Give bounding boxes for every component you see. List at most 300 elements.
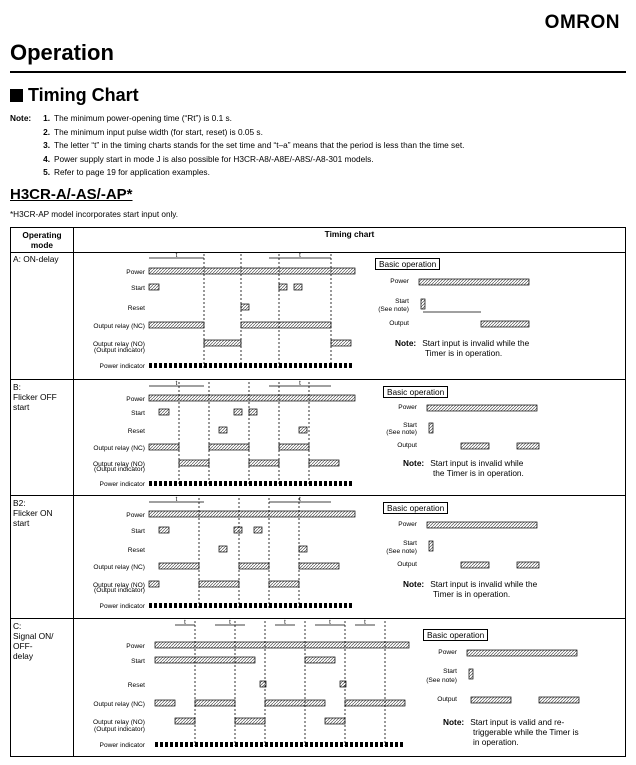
power-indicator-blink	[309, 363, 312, 368]
power-indicator-blink	[199, 481, 202, 486]
mode-label-line: start	[13, 518, 30, 528]
power-indicator-blink	[349, 603, 352, 608]
power-indicator-blink	[234, 603, 237, 608]
power-indicator-blink	[229, 363, 232, 368]
note-line: Start input is invalid while	[430, 458, 524, 468]
start-pulse	[279, 284, 287, 290]
table-row	[11, 380, 625, 496]
power-indicator-blink	[214, 603, 217, 608]
power-indicator-blink	[254, 603, 257, 608]
power-indicator-blink	[215, 742, 218, 747]
power-indicator-blink	[225, 742, 228, 747]
power-indicator-blink	[239, 603, 242, 608]
basic-output-signal	[539, 697, 579, 703]
note-item	[10, 126, 464, 140]
power-indicator-blink	[375, 742, 378, 747]
output-nc-segment	[265, 700, 325, 706]
power-indicator-blink	[309, 481, 312, 486]
power-indicator-blink	[289, 603, 292, 608]
power-indicator-blink	[305, 742, 308, 747]
power-indicator-blink	[284, 363, 287, 368]
operating-mode-cell	[11, 252, 74, 379]
power-indicator-blink	[325, 742, 328, 747]
power-indicator-blink	[209, 603, 212, 608]
power-indicator-blink	[169, 603, 172, 608]
signal-label: Start	[131, 658, 145, 665]
power-indicator-blink	[324, 603, 327, 608]
power-indicator-blink	[164, 481, 167, 486]
power-indicator-blink	[269, 481, 272, 486]
output-no-segment	[199, 581, 239, 587]
start-pulse	[159, 409, 169, 415]
notes-label: Note:	[10, 113, 32, 123]
output-no-segment	[269, 581, 299, 587]
table-row	[11, 252, 625, 380]
power-indicator-blink	[280, 742, 283, 747]
power-indicator-blink	[194, 603, 197, 608]
timing-chart-cell	[75, 252, 625, 379]
note-text: Refer to page 19 for application examples.	[54, 167, 210, 177]
signal-label: Reset	[127, 547, 145, 554]
note-line: Start input is invalid while the	[422, 338, 530, 348]
power-indicator-blink	[155, 742, 158, 747]
power-indicator-blink	[294, 603, 297, 608]
power-indicator-blink	[184, 481, 187, 486]
table-row	[11, 619, 625, 756]
signal-label: (Output indicator)	[94, 347, 145, 354]
power-indicator-blink	[334, 603, 337, 608]
power-indicator-blink	[254, 481, 257, 486]
basic-signal-label: (See note)	[426, 677, 457, 684]
start-pulse	[294, 284, 302, 290]
note-item	[10, 139, 464, 153]
power-indicator-blink	[195, 742, 198, 747]
note-number: 2.	[43, 126, 50, 137]
basic-operation-title: Basic operation	[423, 629, 488, 641]
basic-operation-title: Basic operation	[375, 258, 440, 270]
basic-start-pulse	[421, 299, 425, 309]
basic-signal-label: (See note)	[378, 306, 409, 313]
timing-chart-cell	[75, 496, 625, 618]
timing-table	[10, 227, 626, 757]
operating-mode-cell	[11, 496, 74, 618]
power-indicator-blink	[284, 481, 287, 486]
power-indicator-blink	[219, 603, 222, 608]
power-indicator-blink	[274, 363, 277, 368]
power-indicator-blink	[250, 742, 253, 747]
mode-label-line: C:	[13, 621, 22, 631]
mode-label-line: Flicker ON	[13, 508, 53, 518]
power-indicator-blink	[255, 742, 258, 747]
power-indicator-blink	[275, 742, 278, 747]
note-text: Power supply start in mode J is also possible for H3CR-A8/-A8E/-A8S/-A8-301 models.	[54, 153, 374, 164]
t-label: t	[284, 620, 286, 626]
power-indicator-blink	[185, 742, 188, 747]
note-number: 4.	[43, 153, 50, 164]
note-line: Timer is in operation.	[425, 348, 503, 358]
note-line: in operation.	[473, 737, 519, 747]
signal-label: (Output indicator)	[94, 726, 145, 733]
reset-pulse	[241, 304, 249, 310]
reset-pulse	[299, 427, 307, 433]
power-indicator-blink	[284, 603, 287, 608]
power-indicator-blink	[299, 481, 302, 486]
power-indicator-blink	[400, 742, 403, 747]
mode-label-line: Flicker OFF	[13, 392, 57, 402]
signal-label: Power indicator	[99, 603, 145, 610]
power-indicator-blink	[179, 363, 182, 368]
power-indicator-blink	[334, 481, 337, 486]
basic-signal-label: (See note)	[386, 548, 417, 555]
power-indicator-blink	[380, 742, 383, 747]
reset-pulse	[299, 546, 307, 552]
basic-output-signal	[461, 562, 489, 568]
output-no-segment	[179, 460, 209, 466]
power-indicator-blink	[350, 742, 353, 747]
signal-label: Start	[131, 528, 145, 535]
power-indicator-blink	[265, 742, 268, 747]
note-line: Start input is invalid while the	[430, 579, 538, 589]
start-pulse	[305, 657, 335, 663]
power-indicator-blink	[335, 742, 338, 747]
signal-label: Power indicator	[99, 481, 145, 488]
power-indicator-blink	[349, 363, 352, 368]
basic-signal-label: Output	[437, 696, 457, 703]
t-label: t	[175, 253, 178, 259]
note-number: 5.	[43, 167, 50, 177]
power-indicator-blink	[204, 363, 207, 368]
power-indicator-blink	[184, 363, 187, 368]
power-indicator-blink	[330, 742, 333, 747]
basic-operation-title: Basic operation	[383, 502, 448, 514]
power-indicator-blink	[345, 742, 348, 747]
basic-signal-label: Start	[403, 422, 417, 429]
power-indicator-blink	[205, 742, 208, 747]
power-indicator-blink	[149, 481, 152, 486]
operating-mode-cell	[11, 380, 74, 495]
mode-label-line: B:	[13, 382, 21, 392]
basic-operation-diagram	[413, 252, 563, 380]
output-nc-segment	[149, 322, 204, 328]
power-indicator-blink	[154, 603, 157, 608]
power-indicator-blink	[230, 742, 233, 747]
signal-label: (Output indicator)	[94, 587, 145, 594]
power-indicator-blink	[264, 363, 267, 368]
power-indicator-blink	[295, 742, 298, 747]
basic-signal-label: (See note)	[386, 429, 417, 436]
timing-note	[403, 458, 603, 478]
power-indicator-blink	[314, 363, 317, 368]
t-label: t	[329, 620, 331, 626]
power-indicator-blink	[229, 481, 232, 486]
power-indicator-blink	[300, 742, 303, 747]
output-no-segment	[149, 581, 159, 587]
signal-label: Reset	[127, 682, 145, 689]
model-footnote: *H3CR-AP model incorporates start input only.	[10, 210, 179, 219]
power-indicator-blink	[289, 481, 292, 486]
basic-signal-label: Power	[398, 404, 417, 411]
power-indicator-blink	[189, 603, 192, 608]
signal-label: Power	[126, 269, 145, 276]
mode-label-line: delay	[13, 651, 34, 661]
output-nc-segment	[239, 563, 269, 569]
basic-signal-label: Power	[438, 649, 457, 656]
power-indicator-blink	[210, 742, 213, 747]
power-indicator-blink	[315, 742, 318, 747]
basic-signal-label: Start	[395, 298, 409, 305]
power-indicator-blink	[209, 481, 212, 486]
t-label: t	[184, 620, 186, 626]
power-indicator-blink	[159, 481, 162, 486]
basic-output-signal	[517, 443, 539, 449]
power-indicator-blink	[304, 481, 307, 486]
start-pulse	[159, 527, 169, 533]
note-label: Note:	[443, 717, 465, 727]
power-indicator-blink	[340, 742, 343, 747]
power-indicator-blink	[259, 363, 262, 368]
power-indicator-blink	[240, 742, 243, 747]
power-indicator-blink	[154, 363, 157, 368]
power-indicator-blink	[234, 481, 237, 486]
output-no-segment	[235, 718, 265, 724]
signal-label: Reset	[127, 305, 145, 312]
signal-label: Output relay (NC)	[93, 701, 145, 708]
power-indicator-blink	[224, 363, 227, 368]
power-signal	[149, 511, 355, 517]
power-indicator-blink	[164, 363, 167, 368]
power-indicator-blink	[319, 481, 322, 486]
note-item	[10, 166, 464, 180]
basic-start-pulse	[429, 423, 433, 433]
start-pulse	[254, 527, 262, 533]
power-indicator-blink	[279, 481, 282, 486]
output-no-segment	[331, 340, 351, 346]
power-indicator-blink	[274, 603, 277, 608]
power-indicator-blink	[235, 742, 238, 747]
output-no-segment	[249, 460, 279, 466]
signal-label: Output relay (NO)	[92, 341, 145, 348]
power-indicator-blink	[259, 603, 262, 608]
t-label: t	[299, 253, 301, 259]
power-signal	[149, 268, 355, 274]
power-indicator-blink	[214, 481, 217, 486]
power-indicator-blink	[180, 742, 183, 747]
power-indicator-blink	[174, 603, 177, 608]
power-indicator-blink	[269, 363, 272, 368]
power-indicator-blink	[344, 363, 347, 368]
note-label: Note:	[395, 338, 417, 348]
power-indicator-blink	[234, 363, 237, 368]
power-indicator-blink	[244, 603, 247, 608]
note-line: the Timer is in operation.	[433, 468, 524, 478]
power-indicator-blink	[199, 603, 202, 608]
signal-label: Power	[126, 643, 145, 650]
signal-label: Power	[126, 396, 145, 403]
power-indicator-blink	[264, 603, 267, 608]
power-indicator-blink	[270, 742, 273, 747]
section-heading	[10, 85, 139, 106]
signal-label: Start	[131, 285, 145, 292]
basic-output-signal	[517, 562, 539, 568]
start-pulse	[155, 657, 255, 663]
power-indicator-blink	[224, 603, 227, 608]
output-nc-segment	[159, 563, 199, 569]
square-bullet-icon	[10, 89, 23, 102]
power-indicator-blink	[355, 742, 358, 747]
power-indicator-blink	[339, 363, 342, 368]
header-timing-chart: Timing chart	[324, 229, 375, 239]
output-nc-segment	[279, 444, 309, 450]
power-indicator-blink	[390, 742, 393, 747]
timing-diagram	[147, 252, 437, 380]
note-line: Start input is valid and re-	[470, 717, 565, 727]
power-indicator-blink	[229, 603, 232, 608]
power-indicator-blink	[200, 742, 203, 747]
notes-list	[10, 112, 464, 180]
power-indicator-blink	[334, 363, 337, 368]
power-indicator-blink	[160, 742, 163, 747]
power-indicator-blink	[304, 363, 307, 368]
basic-signal-label: Start	[443, 668, 457, 675]
power-indicator-blink	[339, 481, 342, 486]
table-row	[11, 496, 625, 619]
reset-pulse	[219, 427, 227, 433]
power-indicator-blink	[349, 481, 352, 486]
timing-diagram	[147, 496, 437, 619]
note-line: triggerable while the Timer is	[473, 727, 579, 737]
power-indicator-blink	[204, 603, 207, 608]
basic-signal-label: Output	[397, 561, 417, 568]
note-label: Note:	[403, 579, 425, 589]
basic-output-signal	[461, 443, 489, 449]
t-label: t	[364, 620, 366, 626]
power-indicator-blink	[279, 603, 282, 608]
output-no-segment	[204, 340, 241, 346]
power-indicator-blink	[194, 481, 197, 486]
note-line: Timer is in operation.	[433, 589, 511, 599]
power-indicator-blink	[169, 481, 172, 486]
power-indicator-blink	[149, 363, 152, 368]
signal-label: Output relay (NO)	[92, 582, 145, 589]
signal-label: Power indicator	[99, 363, 145, 370]
power-indicator-blink	[304, 603, 307, 608]
note-number: 1.	[43, 113, 50, 123]
signal-label: Reset	[127, 428, 145, 435]
output-nc-segment	[209, 444, 249, 450]
power-indicator-blink	[254, 363, 257, 368]
power-indicator-blink	[385, 742, 388, 747]
power-indicator-blink	[319, 363, 322, 368]
mode-label-line: Signal ON/	[13, 631, 54, 641]
note-text: The minimum input pulse width (for start, reset) is 0.05 s.	[54, 126, 263, 137]
power-indicator-blink	[279, 363, 282, 368]
power-indicator-blink	[189, 363, 192, 368]
power-indicator-blink	[299, 603, 302, 608]
power-indicator-blink	[324, 363, 327, 368]
power-indicator-blink	[344, 603, 347, 608]
mode-label-line: OFF-	[13, 641, 33, 651]
timing-diagram	[147, 619, 437, 756]
basic-signal-label: Start	[403, 540, 417, 547]
timing-note	[403, 579, 603, 599]
power-indicator-blink	[274, 481, 277, 486]
power-indicator-blink	[314, 481, 317, 486]
output-no-segment	[325, 718, 345, 724]
power-indicator-blink	[395, 742, 398, 747]
signal-label: Output relay (NO)	[92, 461, 145, 468]
timing-note	[443, 717, 636, 747]
note-item	[10, 112, 464, 126]
start-pulse	[234, 409, 242, 415]
t-label: t	[299, 381, 301, 387]
power-indicator-blink	[179, 481, 182, 486]
power-indicator-blink	[154, 481, 157, 486]
signal-label: Output relay (NC)	[93, 445, 145, 452]
mode-label-line: A: ON-delay	[13, 254, 59, 264]
t-label: t	[299, 497, 301, 503]
basic-output-signal	[481, 321, 529, 327]
model-heading: H3CR-A/-AS/-AP*	[10, 186, 133, 203]
note-number: 3.	[43, 140, 50, 150]
signal-label: (Output indicator)	[94, 466, 145, 473]
power-indicator-blink	[174, 481, 177, 486]
mode-label-line: start	[13, 402, 30, 412]
output-nc-segment	[155, 700, 175, 706]
timing-chart-cell	[75, 619, 625, 756]
power-indicator-blink	[314, 603, 317, 608]
brand-logo: OMRON	[544, 12, 620, 33]
basic-power-signal	[427, 405, 537, 411]
power-indicator-blink	[219, 363, 222, 368]
power-indicator-blink	[209, 363, 212, 368]
power-indicator-blink	[260, 742, 263, 747]
output-no-segment	[309, 460, 339, 466]
power-indicator-blink	[264, 481, 267, 486]
signal-label: Start	[131, 410, 145, 417]
power-indicator-blink	[190, 742, 193, 747]
basic-power-signal	[419, 279, 529, 285]
power-indicator-blink	[224, 481, 227, 486]
power-indicator-blink	[214, 363, 217, 368]
power-indicator-blink	[170, 742, 173, 747]
power-indicator-blink	[324, 481, 327, 486]
basic-signal-label: Power	[398, 521, 417, 528]
power-indicator-blink	[220, 742, 223, 747]
power-indicator-blink	[175, 742, 178, 747]
power-indicator-blink	[259, 481, 262, 486]
power-indicator-blink	[309, 603, 312, 608]
power-indicator-blink	[244, 363, 247, 368]
power-signal	[155, 642, 409, 648]
power-indicator-blink	[169, 363, 172, 368]
power-indicator-blink	[249, 603, 252, 608]
power-indicator-blink	[319, 603, 322, 608]
basic-operation-diagram	[421, 496, 571, 619]
mode-label-line: B2:	[13, 498, 26, 508]
basic-signal-label: Power	[390, 278, 409, 285]
t-label: t	[175, 497, 178, 503]
power-indicator-blink	[239, 363, 242, 368]
power-indicator-blink	[294, 363, 297, 368]
power-indicator-blink	[165, 742, 168, 747]
power-indicator-blink	[164, 603, 167, 608]
power-indicator-blink	[310, 742, 313, 747]
power-indicator-blink	[189, 481, 192, 486]
basic-output-signal	[471, 697, 511, 703]
signal-label: Output relay (NC)	[93, 564, 145, 571]
power-indicator-blink	[184, 603, 187, 608]
basic-start-pulse	[469, 669, 473, 679]
